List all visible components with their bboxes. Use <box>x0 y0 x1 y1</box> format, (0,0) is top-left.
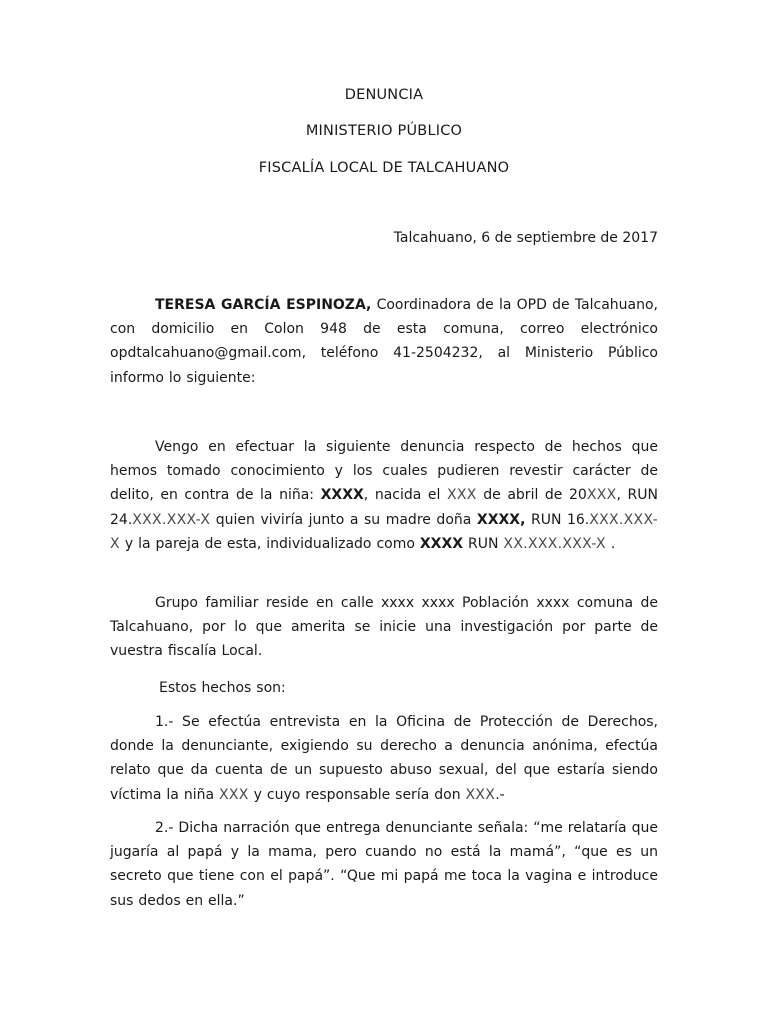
fact-1-paragraph <box>110 710 658 807</box>
fact-2-paragraph: 2.- Dicha narración que entrega denunciante señala: “me relataría que jugaría al papá y la mama, pero cuando no está la mamá”, “que es un secreto que tiene con el papá”. “Que mi papá me toca la vagina e introduce sus dedos en ella.” <box>110 820 658 909</box>
fact-text: y cuyo responsable sería don <box>248 786 466 803</box>
place-date-line: Talcahuano, 6 de septiembre de 2017 <box>393 230 658 246</box>
complaint-text: y la pareja de esta, individualizado como <box>119 535 420 552</box>
mother-name-redacted: XXXX, <box>476 511 526 528</box>
complainant-name: TERESA GARCÍA ESPINOZA, <box>155 297 372 313</box>
birth-day-redacted: XXX <box>447 487 477 504</box>
addressee-line: MINISTERIO PÚBLICO <box>305 123 463 139</box>
fact-text: .- <box>495 786 505 803</box>
residence-paragraph: Grupo familiar reside en calle xxxx xxxx Población xxxx comuna de Talcahuano, por lo que amerita se inicie una investigación por parte de vuestra fiscalía Local. <box>110 595 658 660</box>
fact-text: 1.- Se efectúa entrevista en la Oficina de Protección de Derechos, donde la denunciante, exigiendo su derecho a denuncia anónima, efectúa relato que da cuenta de un supuesto abuso sexual, del que estaría siendo víctima la niña <box>110 714 658 803</box>
document-title: DENUNCIA <box>344 87 424 103</box>
complaint-text: . <box>605 535 616 552</box>
victim-redacted: XXX <box>219 786 249 803</box>
partner-name-redacted: XXXX <box>419 535 464 552</box>
birth-year-redacted: XXX <box>586 487 617 504</box>
complaint-text: Vengo en efectuar la siguiente denuncia respecto de hechos que hemos tomado conocimiento y los cuales pudieren revestir carácter de delito, en contra de la niña: <box>110 439 658 504</box>
complaint-text: quien viviría junto a su madre doña <box>210 511 477 528</box>
mother-run-redacted: XXX.XXX-X <box>110 511 658 552</box>
complaint-text: , RUN 24. <box>110 487 658 528</box>
partner-run-redacted: XX.XXX.XXX-X <box>503 535 606 552</box>
complaint-text: de abril de 20 <box>476 487 587 504</box>
office-line: FISCALÍA LOCAL DE TALCAHUANO <box>258 160 510 176</box>
complaint-text: RUN <box>463 535 504 552</box>
complainant-details: Coordinadora de la OPD de Talcahuano, con domicilio en Colon 948 de esta comuna, correo electrónico opdtalcahuano@gmail.com, teléfono 41-2504232, al Ministerio Público informo lo siguiente: <box>110 297 658 386</box>
victim-name-redacted: XXXX <box>320 487 364 504</box>
complaint-text: RUN 16. <box>525 511 590 528</box>
facts-intro: Estos hechos son: <box>159 680 286 696</box>
responsible-redacted: XXX <box>465 786 496 803</box>
victim-run-redacted: XXX.XXX-X <box>132 511 211 528</box>
complaint-text: , nacida el <box>363 487 447 504</box>
complaint-paragraph <box>110 435 658 556</box>
complainant-paragraph <box>110 293 658 390</box>
